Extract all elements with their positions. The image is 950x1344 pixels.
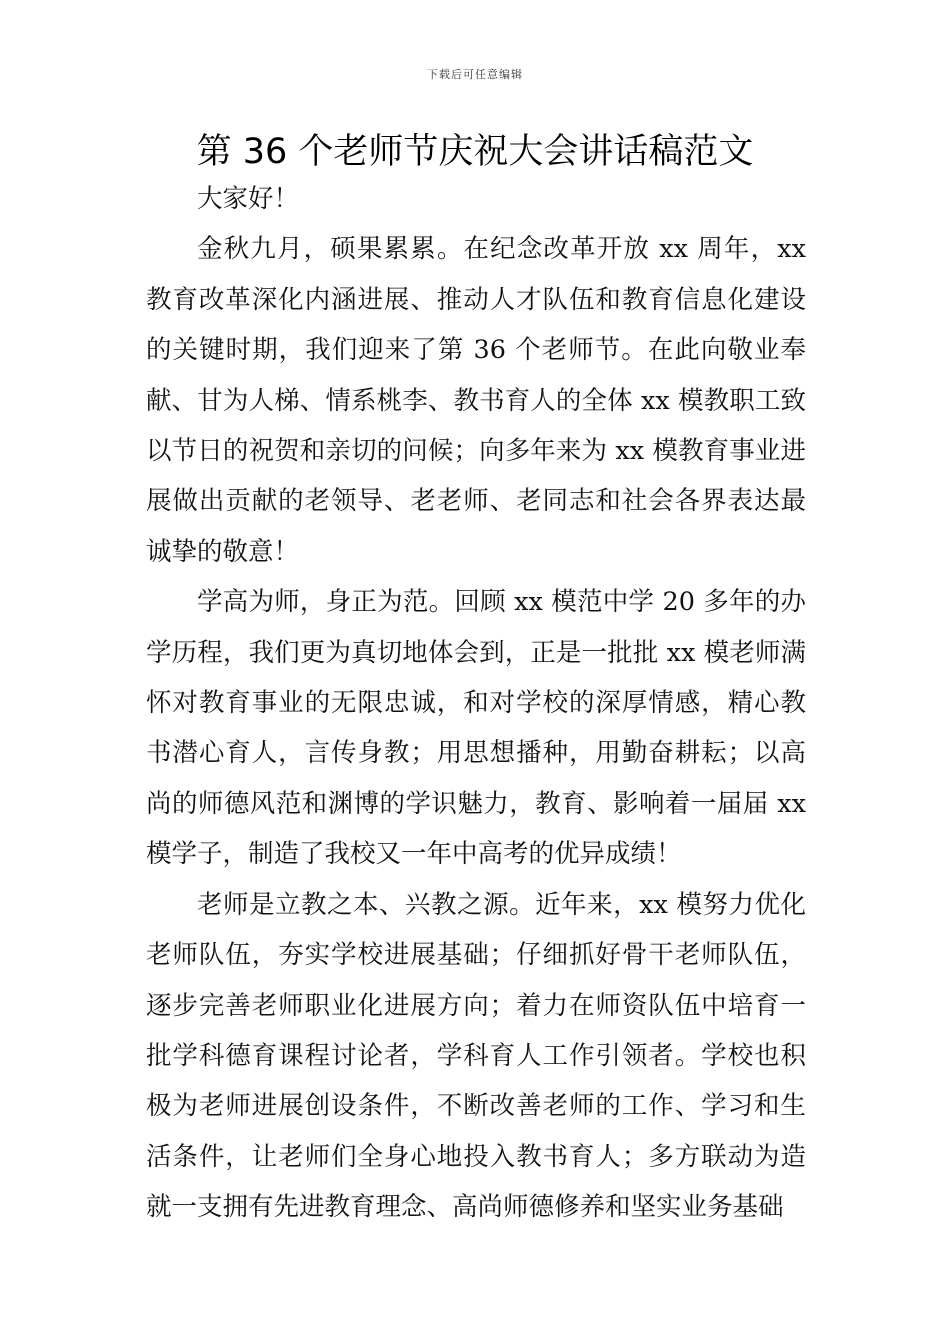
body-paragraph: 老师是立教之本、兴教之源。近年来，xx 模努力优化老师队伍，夯实学校进展基础；仔细抓好骨干老师队伍，逐步完善老师职业化进展方向；着力在师资队伍中培育一批学科德育课程讨论者，学科育人工作引领者。学校也积极为老师进展创设条件，不断改善老师的工作、学习和生活条件，让老师们全身心地投入教书育人；多方联动为造就一支拥有先进教育理念、高尚师德修养和坚实业务基础 (146, 889, 806, 1223)
body-paragraph: 学高为师，身正为范。回顾 xx 模范中学 20 多年的办学历程，我们更为真切地体会到，正是一批批 xx 模老师满怀对教育事业的无限忠诚，和对学校的深厚情感，精心教书潜心育人，言传身教；用思想播种，用勤奋耕耘；以高尚的师德风范和渊博的学识魅力，教育、影响着一届届 xx 模学子，制造了我校又一年中高考的优异成绩！ (146, 587, 806, 870)
header-note: 下载后可任意编辑 (427, 68, 523, 81)
document-title: 第 36 个老师节庆祝大会讲话稿范文 (196, 132, 754, 172)
greeting-paragraph: 大家好！ (197, 184, 300, 214)
document-body (146, 174, 806, 1233)
body-paragraph: 金秋九月，硕果累累。在纪念改革开放 xx 周年，xx 教育改革深化内涵进展、推动人才队伍和教育信息化建设的关键时期，我们迎来了第 36 个老师节。在此向敬业奉献、甘为人梯、情系桃李、教书育人的全体 xx 模教职工致以节日的祝贺和亲切的问候；向多年来为 xx 模教育事业进展做出贡献的老领导、老老师、老同志和社会各界表达最诚挚的敬意！ (146, 234, 806, 567)
